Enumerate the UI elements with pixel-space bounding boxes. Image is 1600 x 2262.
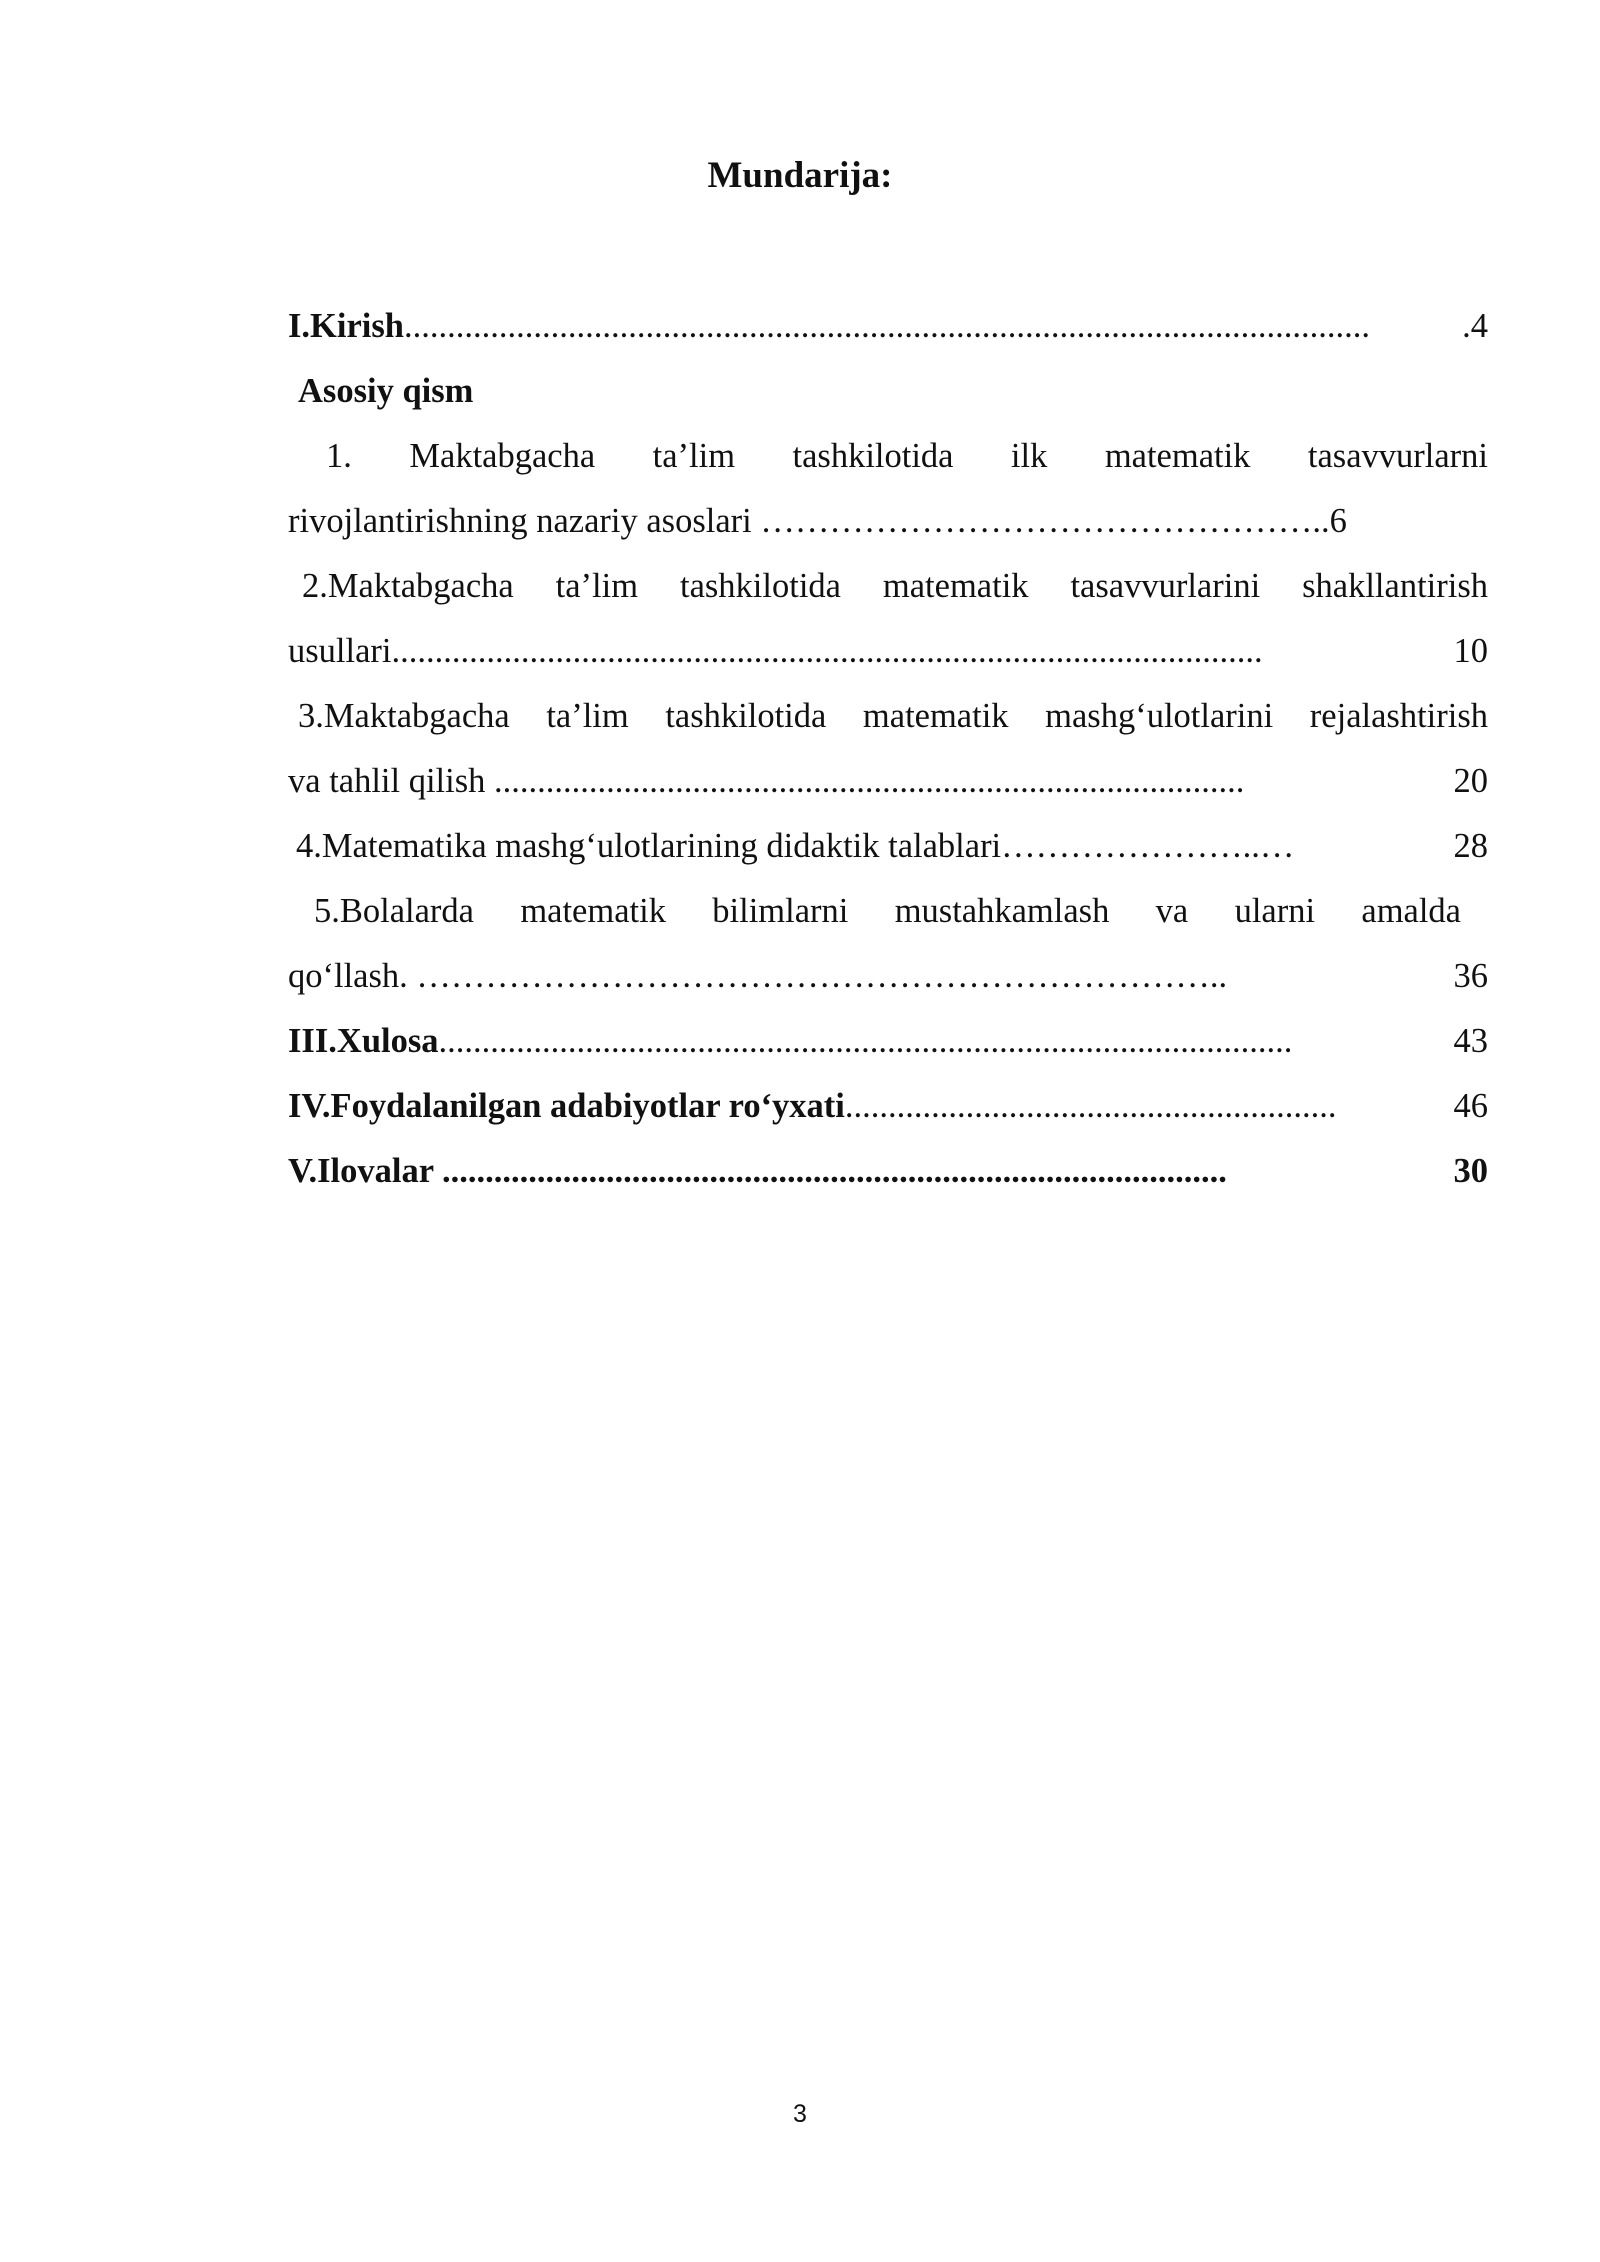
toc-page-number: 36 [1453,957,1488,995]
toc-entry-5-line2 [288,944,1488,1009]
page-number-footer: 3 [793,2100,807,2128]
toc-entry-adabiyot [288,1074,1488,1139]
toc-page-number: 28 [1453,827,1488,865]
toc-entry-label: IV.Foydalanilgan adabiyotlar ro‘yxati [288,1087,845,1125]
toc-entry-1-line1: 1. Maktabgacha ta’lim tashkilotida ilk matematik tasavvurlarni [326,437,1488,475]
toc-entry-3-line1: 3.Maktabgacha ta’lim tashkilotida matematik mashg‘ulotlarini rejalashtirish [298,697,1488,735]
table-of-contents [288,294,1488,1204]
toc-entry-kirish [288,294,1488,359]
toc-entry-1-line2: rivojlantirishning nazariy asoslari …………………………………………..6 [288,502,1347,540]
toc-leader-dots: ................................................................................................................ [403,307,1370,345]
toc-leader-dots: ......................................................... [844,1087,1337,1125]
page-title: Mundarija: [707,155,893,196]
toc-entry-2-line2 [288,619,1488,684]
toc-entry-text: qo‘llash. …………………………………………………………….. [288,957,1228,995]
toc-section-heading [288,359,1488,424]
toc-entry-5-line1: 5.Bolalarda matematik bilimlarni mustahkamlash va ularni amalda [314,892,1461,930]
toc-leader-dots: ................................................................................................... [438,1022,1293,1060]
toc-entry-xulosa [288,1009,1488,1074]
toc-entry-label: V.Ilovalar [288,1152,443,1190]
toc-entry-ilovalar [288,1139,1488,1204]
toc-entry-label: I.Kirish [288,307,404,345]
toc-entry-text: usullari..................................................................................................... [288,632,1263,670]
toc-page-number: .4 [1462,307,1488,345]
toc-entry-label: III.Xulosa [288,1022,439,1060]
toc-entry-3-line2 [288,749,1488,814]
toc-page-number: 30 [1453,1152,1488,1190]
toc-entry-text: va tahlil qilish ....................................................................................... [288,762,1245,800]
toc-page-number: 10 [1453,632,1488,670]
toc-entry-text: 4.Matematika mashg‘ulotlarining didaktik talablari…………………..… [296,827,1295,865]
toc-page-number: 20 [1453,762,1488,800]
toc-page-number: 43 [1453,1022,1488,1060]
toc-leader-dots: ........................................................................................... [442,1152,1227,1190]
toc-entry-4 [288,814,1488,879]
toc-page-number: 46 [1453,1087,1488,1125]
toc-entry-2-line1: 2.Maktabgacha ta’lim tashkilotida matematik tasavvurlarini shakllantirish [302,567,1488,605]
toc-section-label: Asosiy qism [298,372,474,410]
